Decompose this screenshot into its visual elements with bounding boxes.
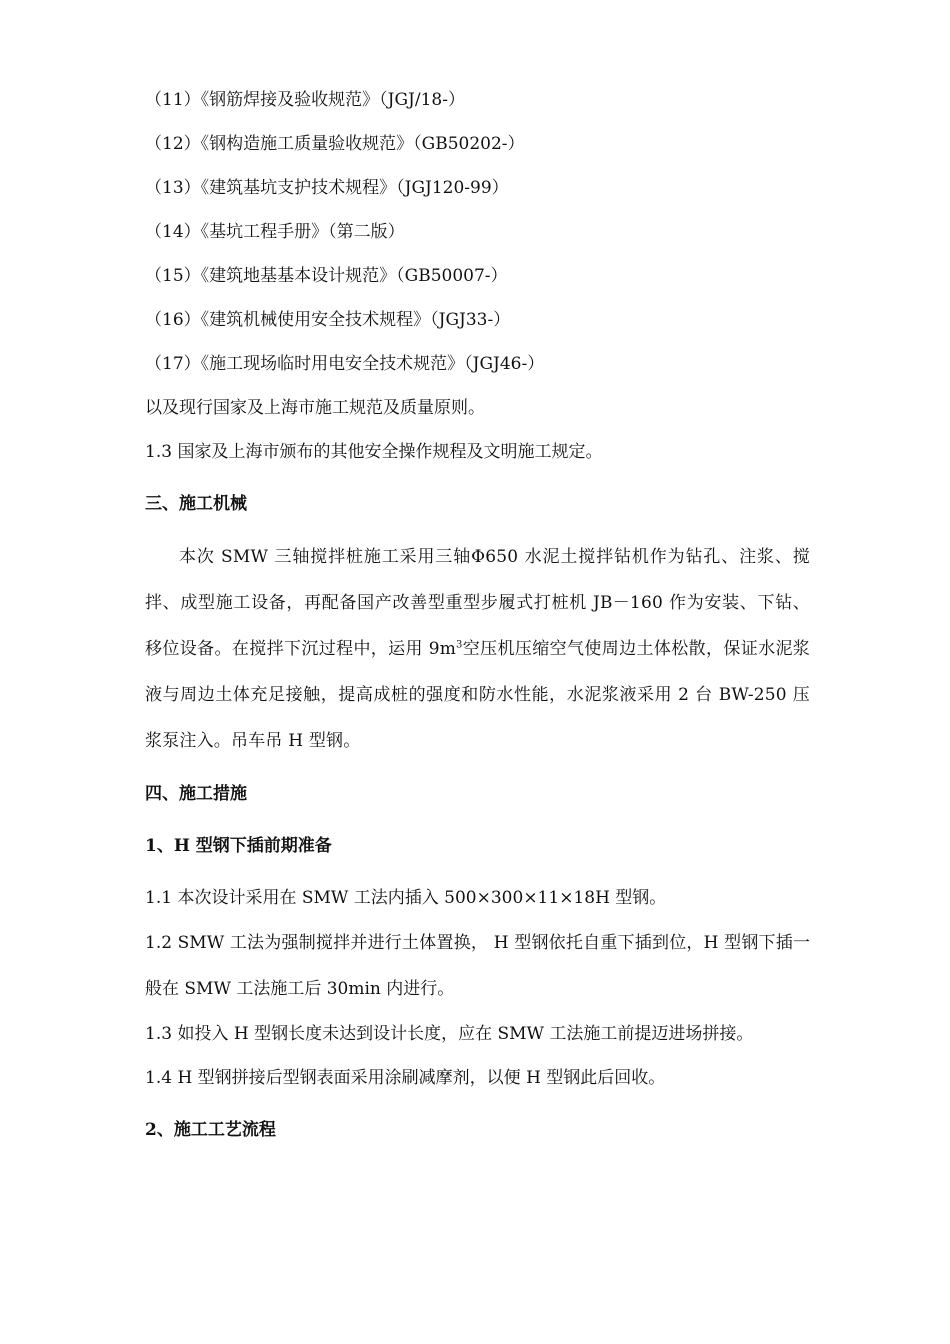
item-1-3: 1.3 如投入 H 型钢长度未达到设计长度，应在 SMW 工法施工前提迈进场拼接。 [145,1024,754,1044]
section-3-para-part2: 空压机压缩空气使周边土体松散，保证水泥浆液与周边土体充足接触，提高成桩的强度和防水性能，水泥浆液采用 2 台 BW-250 压浆泵注入。吊车吊 H 型钢。 [145,639,811,751]
reference-item-14: （14）《基坑工程手册》（第二版） [145,222,405,242]
item-1-3-regulations: 1.3 国家及上海市颁布的其他安全操作规程及文明施工规定。 [145,442,603,462]
item-1-1: 1.1 本次设计采用在 SMW 工法内插入 500×300×11×18H 型钢。 [145,888,667,908]
reference-item-11: （11）《钢筋焊接及验收规范》（JGJ/18-） [145,90,465,110]
item-1-4: 1.4 H 型钢拼接后型钢表面采用涂刷减摩剂，以便 H 型钢此后回收。 [145,1068,666,1088]
reference-item-15: （15）《建筑地基基本设计规范》（GB50007-） [145,266,508,286]
section-3-paragraph [145,534,810,764]
reference-item-16: （16）《建筑机械使用安全技术规程》（JGJ33-） [145,310,511,330]
reference-item-12: （12）《钢构造施工质量验收规范》（GB50202-） [145,134,525,154]
section-4-title: 四、施工措施 [145,784,247,804]
section-4-sub1-title: 1、H 型钢下插前期准备 [145,836,332,856]
cubic-superscript: 3 [456,639,463,651]
reference-tail: 以及现行国家及上海市施工规范及质量原则。 [145,398,485,418]
section-3-title: 三、施工机械 [145,494,247,514]
document-page [145,78,810,1152]
reference-item-17: （17）《施工现场临时用电安全技术规范》（JGJ46-） [145,354,545,374]
section-4-sub2-title: 2、施工工艺流程 [145,1120,276,1140]
item-1-2: 1.2 SMW 工法为强制搅拌并进行土体置换， H 型钢依托自重下插到位，H 型钢下插一般在 SMW 工法施工后 30min 内进行。 [145,933,810,999]
section-3-para-part1: 本次 SMW 三轴搅拌桩施工采用三轴Φ650 水泥土搅拌钻机作为钻孔、注浆、搅拌、成型施工设备，再配备国产改善型重型步履式打桩机 JB－160 作为安装、下钻、移位设备。在搅拌下沉过程中，运用 9m [145,547,810,659]
reference-item-13: （13）《建筑基坑支护技术规程》（JGJ120-99） [145,178,509,198]
